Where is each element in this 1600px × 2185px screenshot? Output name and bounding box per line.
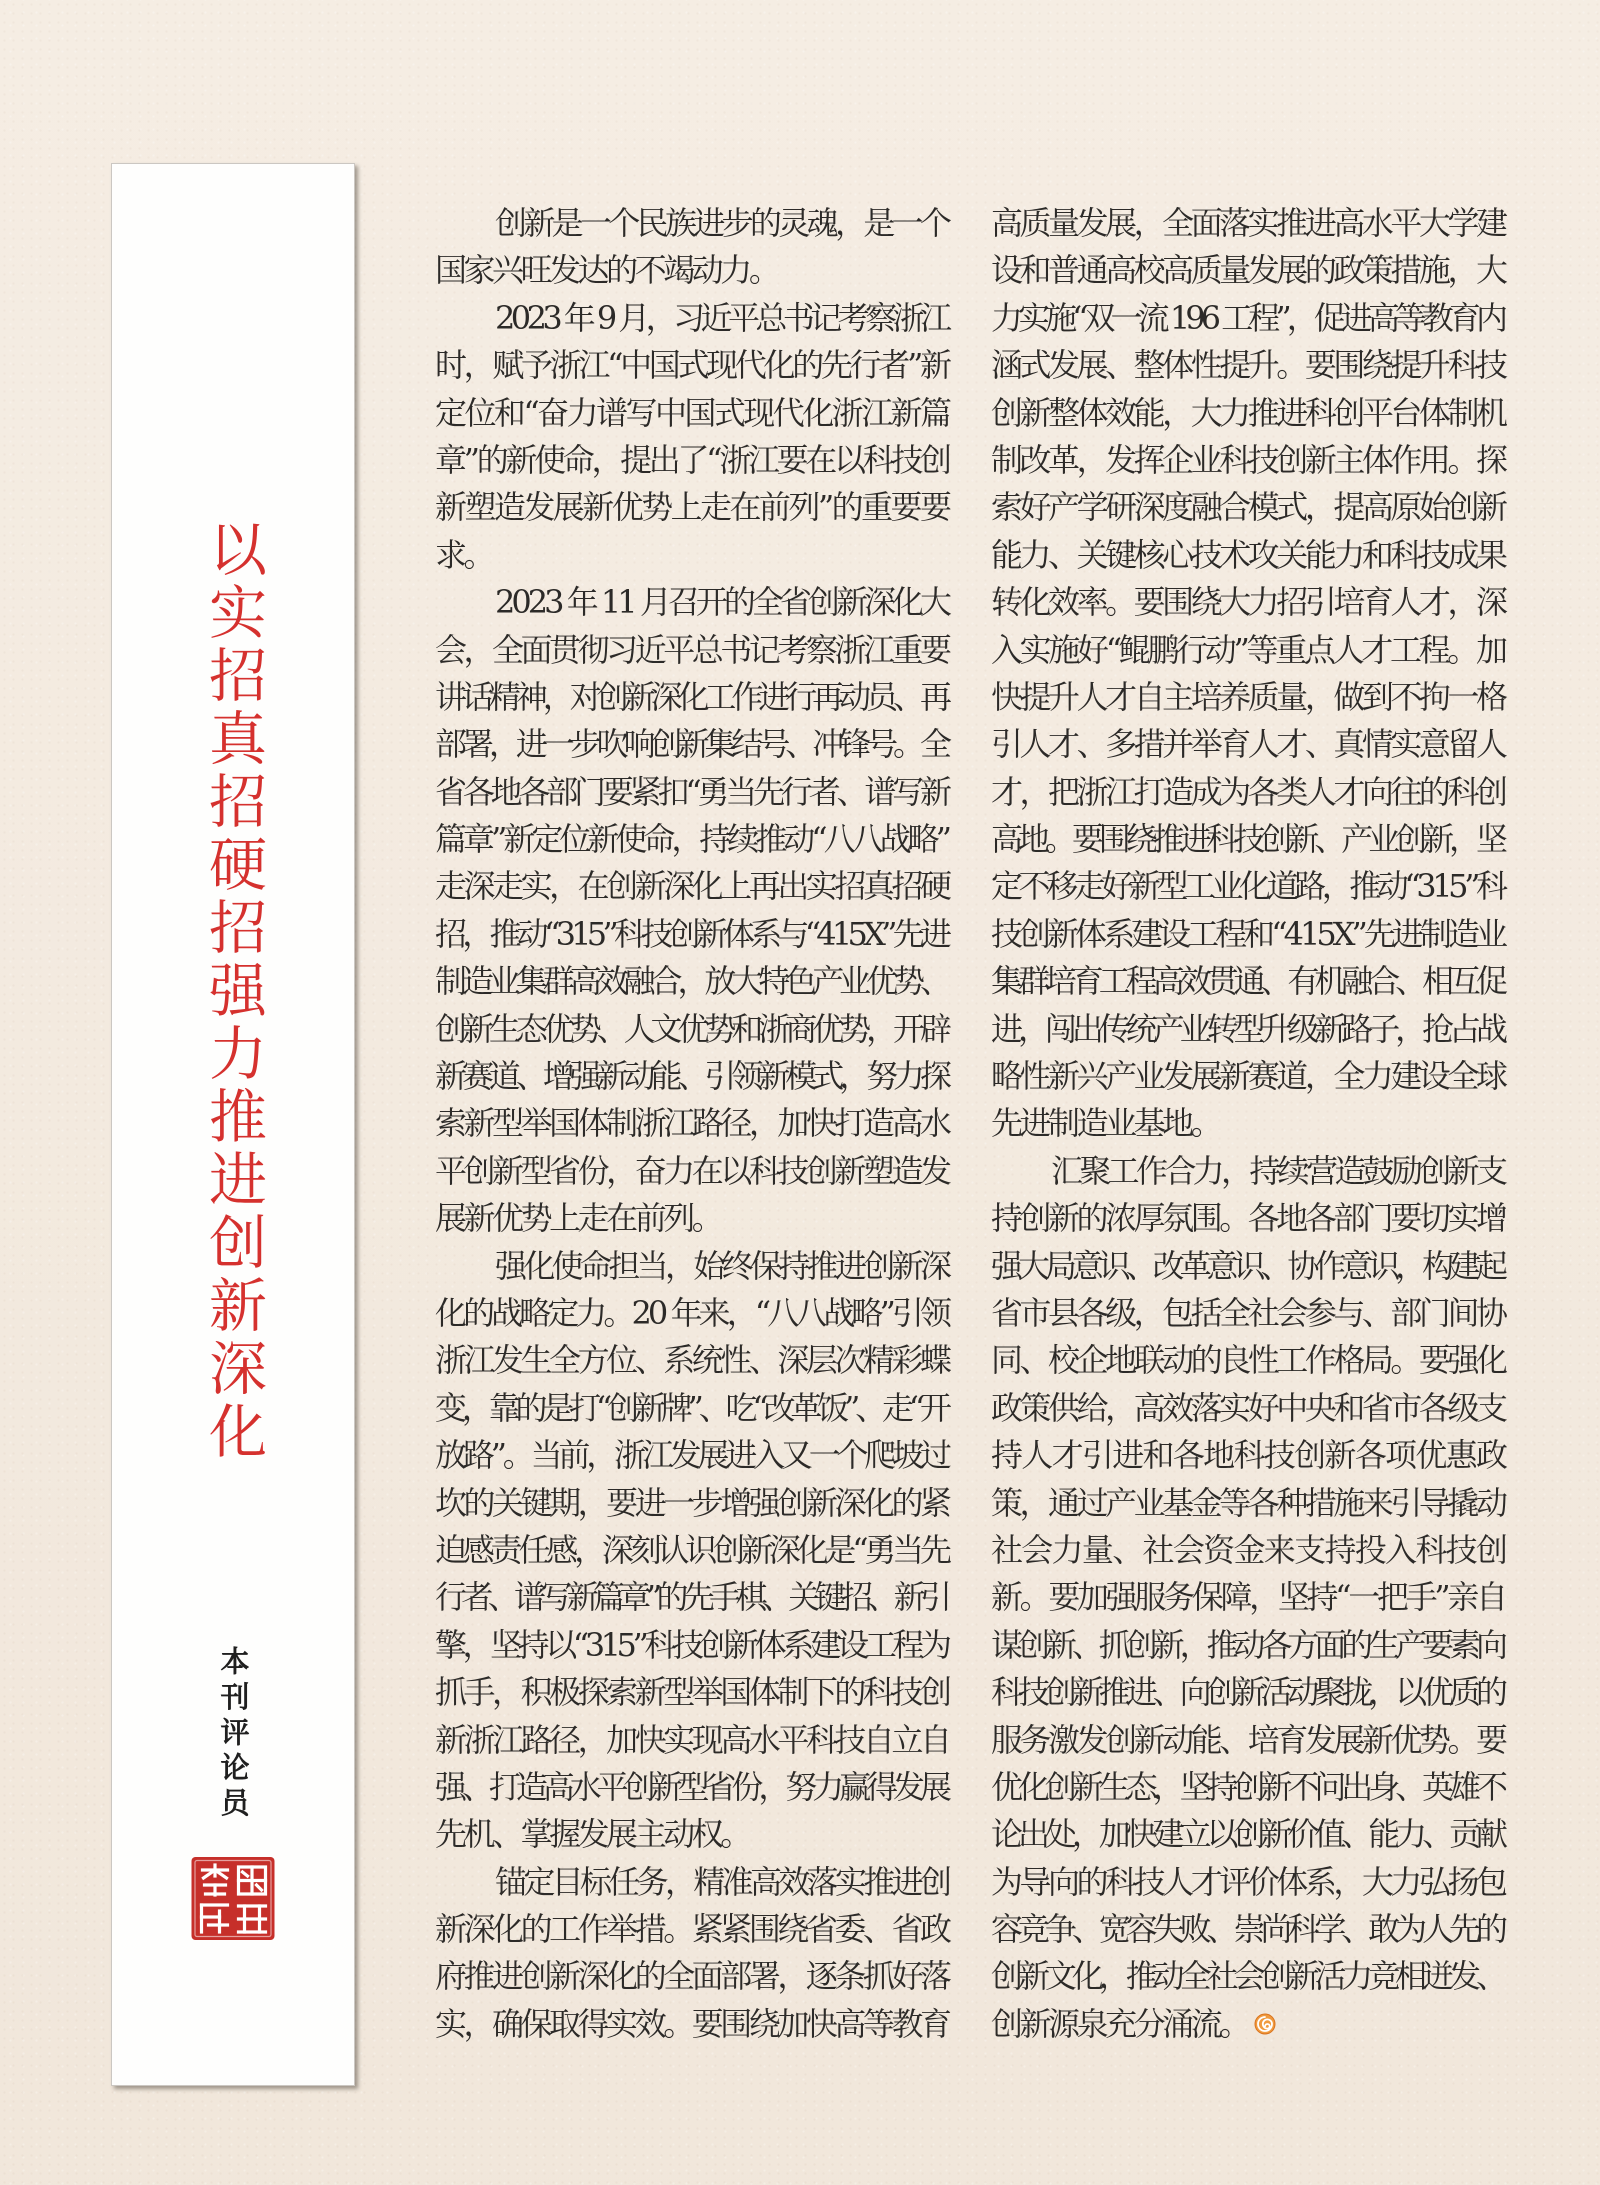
text-line-content: 走深走实，在创新深化上再出实招真招硬 — [435, 867, 949, 906]
text-line — [435, 342, 952, 389]
text-line — [435, 437, 952, 484]
text-line-content: 制改革，发挥企业科技创新主体作用。探 — [991, 440, 1505, 479]
text-line — [991, 911, 1508, 958]
text-line — [435, 816, 952, 863]
text-line — [991, 1574, 1508, 1621]
seal-stamp-icon — [190, 1855, 277, 1942]
text-line — [435, 911, 952, 958]
text-line-content: 坎的关键期，要进一步增强创新深化的紧 — [435, 1483, 949, 1522]
text-line-content: 2023 年 11 月召开的全省创新深化大 — [495, 583, 949, 622]
text-line — [991, 1717, 1508, 1764]
text-line — [435, 1100, 952, 1147]
text-line-content: 浙江发生全方位、系统性、深层次精彩蝶 — [435, 1341, 949, 1380]
text-line — [991, 1290, 1508, 1337]
text-line — [435, 1717, 952, 1764]
text-line-content: 创新生态优势、人文优势和浙商优势，开辟 — [435, 1009, 947, 1048]
text-line-content: 章”的新使命，提出了“浙江要在以科技创 — [435, 440, 949, 479]
text-line-content: 快提升人才自主培养质量，做到不拘一格 — [991, 677, 1505, 716]
text-line-content: 平创新型省份，奋力在以科技创新塑造发 — [435, 1151, 949, 1190]
text-line-content: 论出处，加快建立以创新价值、能力、贡献 — [991, 1815, 1503, 1854]
text-line — [991, 1622, 1508, 1669]
article-title: 以实招真招硬招强力推进创新深化 — [199, 519, 267, 1464]
text-line — [991, 1385, 1508, 1432]
text-line — [991, 1953, 1508, 2000]
text-line-content: 省各地各部门要紧扣“勇当先行者、谱写新 — [435, 772, 948, 811]
text-line — [991, 200, 1508, 247]
text-line-content: 放路”。当前，浙江发展进入又一个爬坡过 — [435, 1436, 948, 1475]
text-line-content: 新浙江路径，加快实现高水平科技自立自 — [435, 1720, 949, 1759]
text-line-content: 府推进创新深化的全面部署，逐条抓好落 — [435, 1957, 949, 1996]
text-line-content: 国家兴旺发达的不竭动力。 — [435, 251, 778, 290]
text-line-content: 汇聚工作合力，持续营造鼓励创新支 — [1051, 1151, 1505, 1190]
text-line — [435, 1480, 952, 1527]
text-line — [991, 1100, 1508, 1147]
text-line — [435, 1053, 952, 1100]
text-line-content: 篇章”新定位新使命，持续推动“八八战略” — [435, 820, 948, 859]
text-line — [435, 1764, 952, 1811]
text-line — [991, 1432, 1508, 1479]
text-line — [991, 1527, 1508, 1574]
text-line-content: 求。 — [435, 535, 493, 574]
text-line — [435, 1432, 952, 1479]
text-line-content: 制造业集群高效融合，放大特色产业优势、 — [435, 962, 947, 1001]
text-line-content: 谋创新、抓创新，推动各方面的生产要素向 — [991, 1625, 1503, 1664]
text-line — [435, 1337, 952, 1384]
text-line — [435, 1527, 952, 1574]
text-line-content: 持创新的浓厚氛围。各地各部门要切实增 — [991, 1199, 1505, 1238]
text-line — [991, 1053, 1508, 1100]
text-line-content: 先机、掌握发展主动权。 — [435, 1815, 749, 1854]
text-line-content: 社会力量、社会资金来支持投入科技创 — [991, 1530, 1507, 1569]
text-line-content: 先进制造业基地。 — [991, 1104, 1220, 1143]
text-line — [991, 627, 1508, 674]
text-line-content: 科技创新推进、向创新活动聚拢，以优质的 — [991, 1673, 1503, 1712]
byline: 本刊评论员 — [216, 1646, 251, 1823]
text-line-content: 化的战略定力。20 年来，“八八战略”引领 — [435, 1293, 949, 1332]
text-line — [435, 721, 952, 768]
text-line — [435, 863, 952, 910]
text-line — [435, 1811, 952, 1858]
text-line-content: 强大局意识、改革意识、协作意识，构建起 — [991, 1246, 1503, 1285]
text-line — [435, 1574, 952, 1621]
text-line-content: 部署，进一步吹响创新集结号、冲锋号。全 — [435, 725, 947, 764]
text-line-content: 讲话精神，对创新深化工作进行再动员、再 — [435, 677, 947, 716]
text-line — [435, 1385, 952, 1432]
text-line — [991, 1148, 1508, 1195]
text-line — [991, 1906, 1508, 1953]
text-line — [991, 390, 1508, 437]
text-line — [991, 1811, 1508, 1858]
text-line — [991, 769, 1508, 816]
text-line-content: 强化使命担当，始终保持推进创新深 — [495, 1246, 949, 1285]
text-line — [991, 579, 1508, 626]
text-line-content: 省市县各级，包括全社会参与、部门间协 — [991, 1293, 1505, 1332]
text-line-content: 同、校企地联动的良性工作格局。要强化 — [991, 1341, 1505, 1380]
text-line — [991, 342, 1508, 389]
text-line — [435, 1148, 952, 1195]
end-mark-icon — [1254, 2013, 1276, 2035]
text-line-content: 涵式发展、整体性提升。要围绕提升科技 — [991, 346, 1505, 385]
text-line — [991, 437, 1508, 484]
text-line — [991, 1480, 1508, 1527]
text-line — [991, 721, 1508, 768]
text-line-content: 行者、谱写新篇章”的先手棋、关键招、新引 — [435, 1578, 947, 1617]
text-line-content: 容竞争、宽容失败、崇尚科学、敢为人先的 — [991, 1910, 1503, 1949]
text-line — [991, 674, 1508, 721]
text-line — [991, 2001, 1508, 2048]
text-line — [435, 1622, 952, 1669]
text-line-content: 实，确保取得实效。要围绕加快高等教育 — [435, 2004, 949, 2043]
text-line — [435, 1006, 952, 1053]
text-line — [435, 1906, 952, 1953]
text-line-content: 力实施“双一流 196 工程”，促进高等教育内 — [991, 298, 1504, 337]
text-line — [435, 295, 952, 342]
text-line — [435, 390, 952, 437]
text-line — [991, 247, 1508, 294]
text-line-content: 时，赋予浙江“中国式现代化的先行者”新 — [435, 346, 949, 385]
text-line — [435, 200, 952, 247]
text-line-content: 服务激发创新动能、培育发展新优势。要 — [991, 1720, 1505, 1759]
text-line-content: 技创新体系建设工程和“415X”先进制造业 — [991, 914, 1505, 953]
text-line-content: 擎，坚持以“315”科技创新体系建设工程为 — [435, 1625, 948, 1664]
text-line-content: 索新型举国体制浙江路径，加快打造高水 — [435, 1104, 949, 1143]
title-card — [111, 163, 355, 2086]
text-line — [435, 247, 952, 294]
text-line-content: 新赛道、增强新动能、引领新模式，努力探 — [435, 1057, 947, 1096]
text-line-content: 策，通过产业基金等各种措施来引导撬动 — [991, 1483, 1505, 1522]
text-line-content: 才，把浙江打造成为各类人才向往的科创 — [991, 772, 1505, 811]
text-line — [991, 1243, 1508, 1290]
text-line-content: 新深化的工作举措。紧紧围绕省委、省政 — [435, 1910, 949, 1949]
text-line-content: 能力、关键核心技术攻关能力和科技成果 — [991, 535, 1505, 574]
text-line-content: 高地。要围绕推进科技创新、产业创新，坚 — [991, 820, 1503, 859]
text-line-content: 入实施好“鲲鹏行动”等重点人才工程。加 — [991, 630, 1505, 669]
text-line — [435, 958, 952, 1005]
text-line-content: 为导向的科技人才评价体系，大力弘扬包 — [991, 1862, 1505, 1901]
text-line — [991, 958, 1508, 1005]
text-line-content: 定不移走好新型工业化道路，推动“315”科 — [991, 867, 1504, 906]
text-line-content: 迫感责任感，深刻认识创新深化是“勇当先 — [435, 1530, 948, 1569]
text-line — [991, 816, 1508, 863]
text-line — [991, 1764, 1508, 1811]
text-line-content: 抓手，积极探索新型举国体制下的科技创 — [435, 1673, 949, 1712]
text-line — [435, 579, 952, 626]
text-line — [435, 532, 952, 579]
text-line — [435, 1243, 952, 1290]
text-line — [991, 1859, 1508, 1906]
column-right — [991, 200, 1508, 2048]
text-line — [435, 1669, 952, 1716]
text-line-content: 持人才引进和各地科技创新各项优惠政 — [991, 1436, 1507, 1475]
text-line — [435, 769, 952, 816]
text-line-content: 索好产学研深度融合模式，提高原始创新 — [991, 488, 1505, 527]
column-left — [435, 200, 952, 2048]
text-line — [991, 484, 1508, 531]
text-line-content: 创新是一个民族进步的灵魂，是一个 — [495, 204, 949, 242]
text-line-content: 创新整体效能，大力推进科创平台体制机 — [991, 393, 1505, 432]
text-line — [435, 674, 952, 721]
text-line-content: 会，全面贯彻习近平总书记考察浙江重要 — [435, 630, 949, 669]
text-line-content: 新塑造发展新优势上走在前列”的重要要 — [435, 488, 950, 527]
text-line — [991, 295, 1508, 342]
text-line — [435, 1195, 952, 1242]
text-line — [991, 1006, 1508, 1053]
text-line-content: 2023 年 9 月，习近平总书记考察浙江 — [495, 298, 948, 337]
text-line — [435, 1290, 952, 1337]
text-line-content: 引人才、多措并举育人才、真情实意留人 — [991, 725, 1505, 764]
text-line-content: 展新优势上走在前列。 — [435, 1199, 721, 1238]
text-line — [435, 484, 952, 531]
text-line-content: 政策供给，高效落实好中央和省市各级支 — [991, 1388, 1505, 1427]
text-line — [991, 532, 1508, 579]
text-line-content: 进，闯出传统产业转型升级新路子，抢占战 — [991, 1009, 1503, 1048]
text-line-content: 强、打造高水平创新型省份，努力赢得发展 — [435, 1767, 947, 1806]
text-line — [991, 863, 1508, 910]
text-line — [991, 1195, 1508, 1242]
text-line-content: 变，靠的是打“创新牌”、吃“改革饭”、走“开 — [435, 1388, 947, 1427]
text-line-content: 优化创新生态，坚持创新不问出身、英雄不 — [991, 1767, 1503, 1806]
text-line-content: 锚定目标任务，精准高效落实推进创 — [495, 1862, 949, 1901]
text-line — [435, 2001, 952, 2048]
text-line-content: 新。要加强服务保障，坚持“一把手”亲自 — [991, 1578, 1505, 1617]
text-line-content: 创新源泉充分涌流。 — [991, 2004, 1248, 2043]
text-line — [435, 1859, 952, 1906]
text-line — [991, 1669, 1508, 1716]
text-line-content: 略性新兴产业发展新赛道，全力建设全球 — [991, 1057, 1505, 1096]
text-line-content: 创新文化，推动全社会创新活力竞相迸发、 — [991, 1957, 1503, 1996]
text-line-content: 招，推动“315”科技创新体系与“415X”先进 — [435, 914, 948, 953]
text-line-content: 高质量发展，全面落实推进高水平大学建 — [991, 204, 1505, 242]
text-line-content: 转化效率。要围绕大力招引培育人才，深 — [991, 583, 1505, 622]
text-line — [435, 627, 952, 674]
text-line — [435, 1953, 952, 2000]
text-line-content: 设和普通高校高质量发展的政策措施，大 — [991, 251, 1505, 290]
text-line — [991, 1337, 1508, 1384]
text-line-content: 集群培育工程高效贯通、有机融合、相互促 — [991, 962, 1503, 1001]
text-line-content: 定位和“奋力谱写中国式现代化浙江新篇 — [435, 393, 950, 432]
